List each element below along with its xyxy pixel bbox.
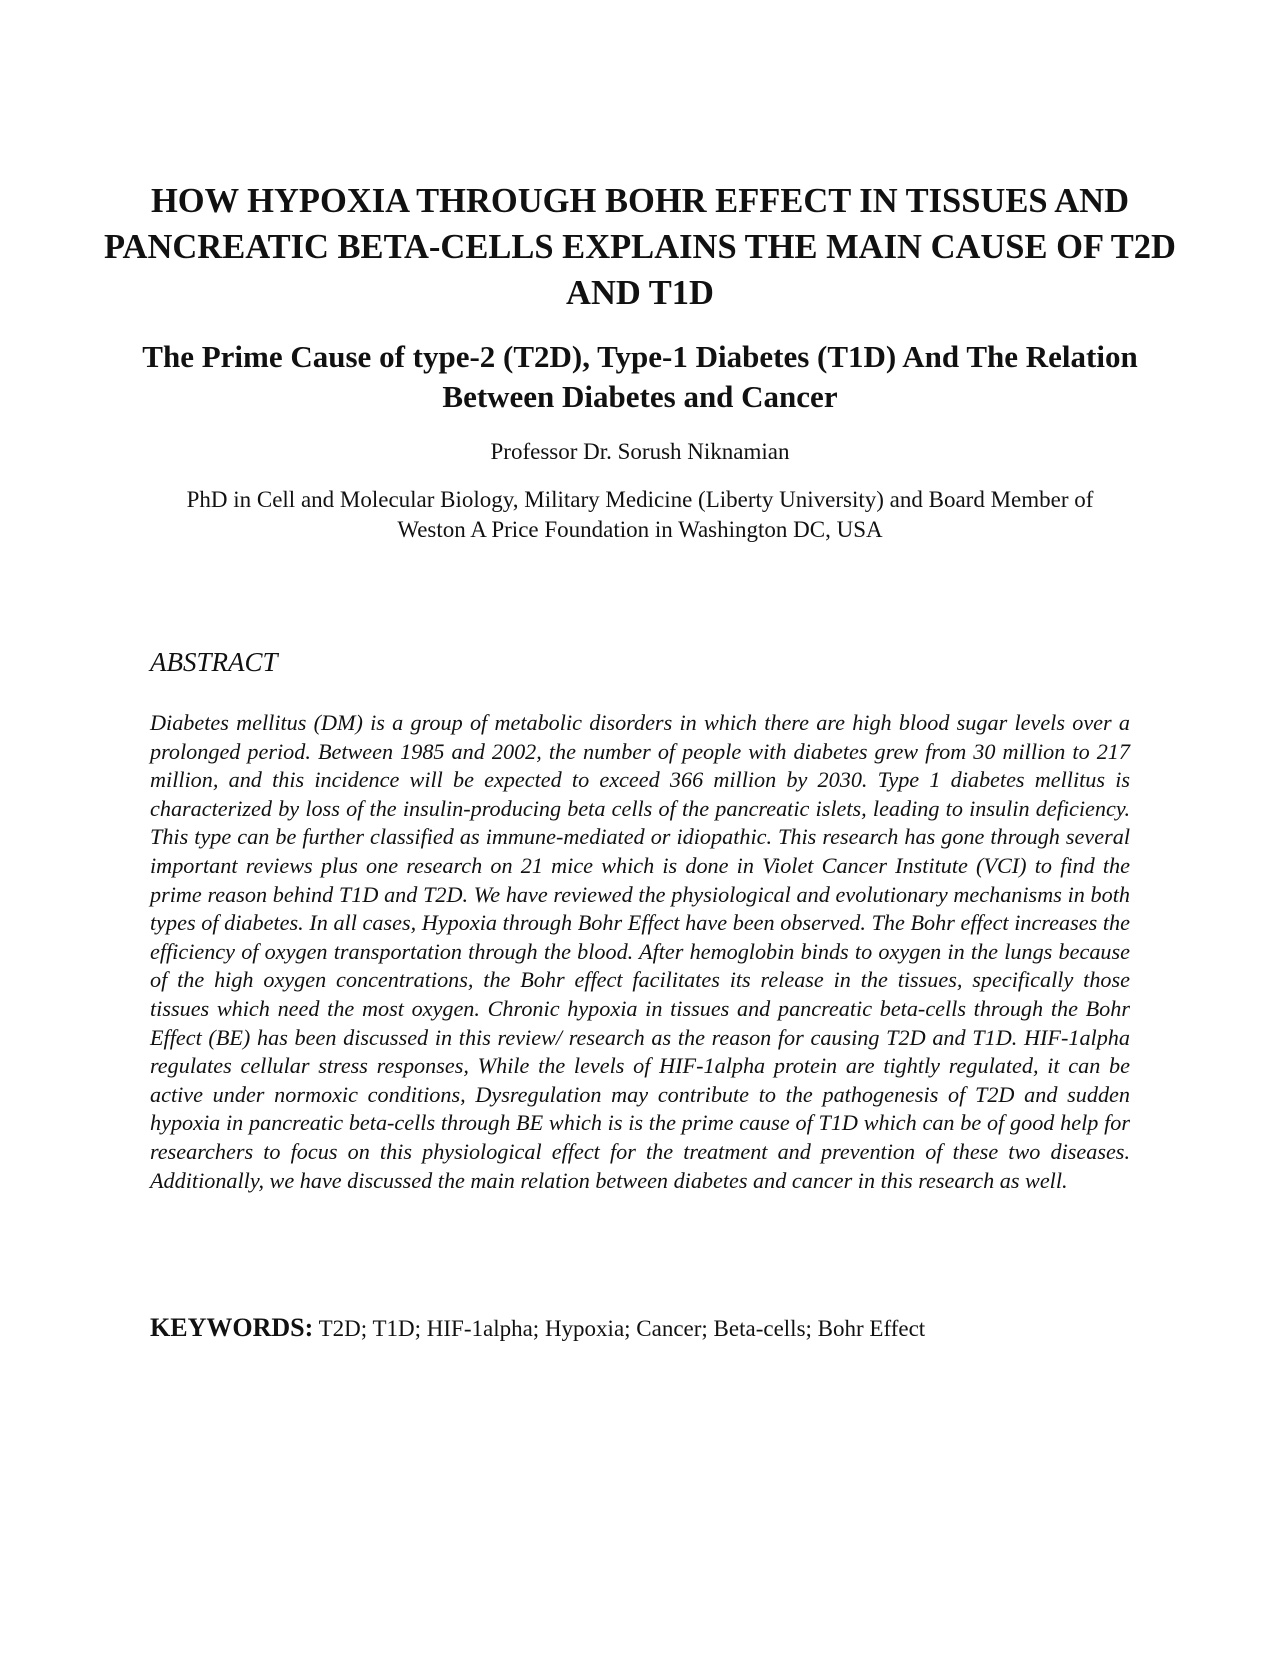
page-title: HOW HYPOXIA THROUGH BOHR EFFECT IN TISSUES AND PANCREATIC BETA-CELLS EXPLAINS THE MAIN CAUSE OF T2D AND T1D xyxy=(104,182,1176,312)
abstract-heading: ABSTRACT xyxy=(150,647,278,677)
keywords-label: KEYWORDS: xyxy=(150,1313,314,1342)
keywords-value: T2D; T1D; HIF-1alpha; Hypoxia; Cancer; Beta-cells; Bohr Effect xyxy=(318,1316,926,1341)
author-affiliation: PhD in Cell and Molecular Biology, Military Medicine (Liberty University) and Board Member of Weston A Price Foundation in Washington DC, USA xyxy=(186,487,1094,542)
page-subtitle: The Prime Cause of type-2 (T2D), Type-1 Diabetes (T1D) And The Relation Between Diabetes and Cancer xyxy=(142,339,1138,414)
keywords-line xyxy=(150,1312,1130,1345)
author-name: Professor Dr. Sorush Niknamian xyxy=(490,439,790,464)
abstract-body: Diabetes mellitus (DM) is a group of metabolic disorders in which there are high blood sugar levels over a prolonged period. Between 1985 and 2002, the number of people with diabetes grew from 30 million to 217 million, and this incidence will be expected to exceed 366 million by 2030. Type 1 diabetes mellitus is characterized by loss of the insulin-producing beta cells of the pancreatic islets, leading to insulin deficiency. This type can be further classified as immune-mediated or idiopathic. This research has gone through several important reviews plus one research on 21 mice which is done in Violet Cancer Institute (VCI) to find the prime reason behind T1D and T2D. We have reviewed the physiological and evolutionary mechanisms in both types of diabetes. In all cases, Hypoxia through Bohr Effect have been observed. The Bohr effect increases the efficiency of oxygen transportation through the blood. After hemoglobin binds to oxygen in the lungs because of the high oxygen concentrations, the Bohr effect facilitates its release in the tissues, specifically those tissues which need the most oxygen. Chronic hypoxia in tissues and pancreatic beta-cells through the Bohr Effect (BE) has been discussed in this review/ research as the reason for causing T2D and T1D. HIF-1alpha regulates cellular stress responses, While the levels of HIF-1alpha protein are tightly regulated, it can be active under normoxic conditions, Dysregulation may contribute to the pathogenesis of T2D and sudden hypoxia in pancreatic beta-cells through BE which is is the prime cause of T1D which can be of good help for researchers to focus on this physiological effect for the treatment and prevention of these two diseases. Additionally, we have discussed the main relation between diabetes and cancer in this research as well. xyxy=(150,710,1130,1193)
